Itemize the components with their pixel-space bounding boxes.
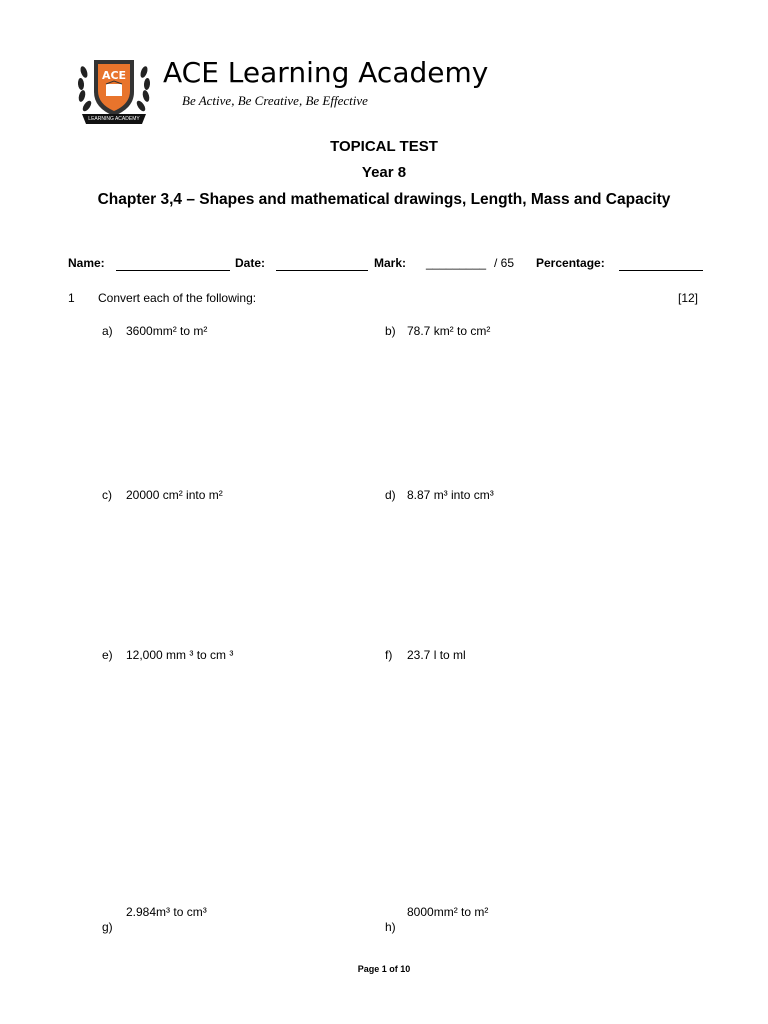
question-text: Convert each of the following: [98,291,257,305]
part-text: 12,000 mm ³ to cm ³ [126,648,234,662]
year-heading: Year 8 [361,164,407,181]
part-label: e) [102,648,113,662]
part-text: 78.7 km² to cm² [407,324,491,338]
mark-blank[interactable]: _________ [426,256,487,270]
part-label: d) [385,488,396,502]
percentage-blank[interactable] [619,258,703,271]
question-marks: [12] [678,291,699,305]
part-text: 20000 cm² into m² [126,488,223,502]
logo-ribbon-text: LEARNING ACADEMY [88,116,140,122]
logo-text: ACE [101,69,127,82]
school-name: ACE Learning Academy [163,56,489,89]
chapter-heading: Chapter 3,4 – Shapes and mathematical drawings, Length, Mass and Capacity [97,191,671,208]
part-label: h) [385,920,396,934]
date-label: Date: [235,256,266,270]
tagline: Be Active, Be Creative, Be Effective [182,93,368,108]
part-text: 3600mm² to m² [126,324,208,338]
question-number: 1 [68,291,75,305]
date-blank[interactable] [276,258,368,271]
mark-total: / 65 [494,256,515,270]
part-text: 8000mm² to m² [407,905,489,919]
name-blank[interactable] [116,258,230,271]
part-label: a) [102,324,113,338]
part-label: b) [385,324,396,338]
part-text: 23.7 l to ml [407,648,466,662]
part-label: c) [102,488,112,502]
mark-label: Mark: [374,256,407,270]
part-label: f) [385,648,393,662]
test-title: TOPICAL TEST [330,138,438,155]
part-text: 2.984m³ to cm³ [126,905,207,919]
part-label: g) [102,920,113,934]
part-text: 8.87 m³ into cm³ [407,488,494,502]
page-number: Page 1 of 10 [357,964,411,974]
percentage-label: Percentage: [536,256,605,270]
name-label: Name: [68,256,105,270]
